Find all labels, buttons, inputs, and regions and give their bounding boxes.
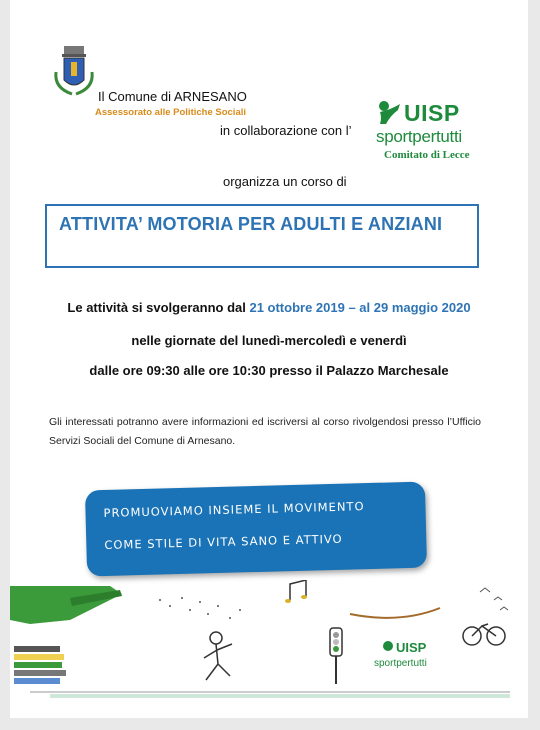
movement-illustration [10, 580, 520, 705]
assessorato-label: Assessorato alle Politiche Sociali [95, 107, 247, 118]
period-dates: 21 ottobre 2019 – al 29 maggio 2020 [249, 300, 471, 315]
illustration-uisp-tagline: sportpertutti [374, 658, 427, 669]
coat-of-arms-icon [50, 44, 98, 102]
uisp-tagline: sportpertutti [376, 127, 462, 146]
organizza-text: organizza un corso di [223, 174, 347, 189]
banner-line-1: PROMUOVIAMO INSIEME IL MOVIMENTO [103, 499, 365, 520]
uisp-runner-icon [376, 100, 404, 126]
period-prefix: Le attività si svolgeranno dal [67, 300, 250, 315]
collaborazione-text: in collaborazione con l’ [220, 123, 352, 138]
flyer-page [10, 0, 528, 718]
course-title-box [45, 204, 479, 268]
hours-line: dalle ore 09:30 alle ore 10:30 presso il Palazzo Marchesale [89, 363, 449, 378]
slogan-banner [85, 482, 427, 577]
comune-label: Il Comune di ARNESANO [98, 89, 247, 104]
course-title: ATTIVITA’ MOTORIA PER ADULTI E ANZIANI [59, 214, 443, 234]
period-line [10, 300, 528, 315]
banner-line-2: COME STILE DI VITA SANO E ATTIVO [104, 531, 343, 552]
uisp-comitato: Comitato di Lecce [384, 149, 470, 161]
illustration-uisp-name: UISP [396, 640, 427, 655]
uisp-logo [374, 100, 484, 166]
days-line: nelle giornate del lunedì-mercoledì e venerdì [131, 333, 407, 348]
uisp-name: UISP [404, 100, 460, 126]
info-paragraph: Gli interessati potranno avere informazioni ed iscriversi al corso rivolgendosi presso l’Ufficio Servizi Sociali del Comune di Arnesano. [49, 416, 481, 447]
